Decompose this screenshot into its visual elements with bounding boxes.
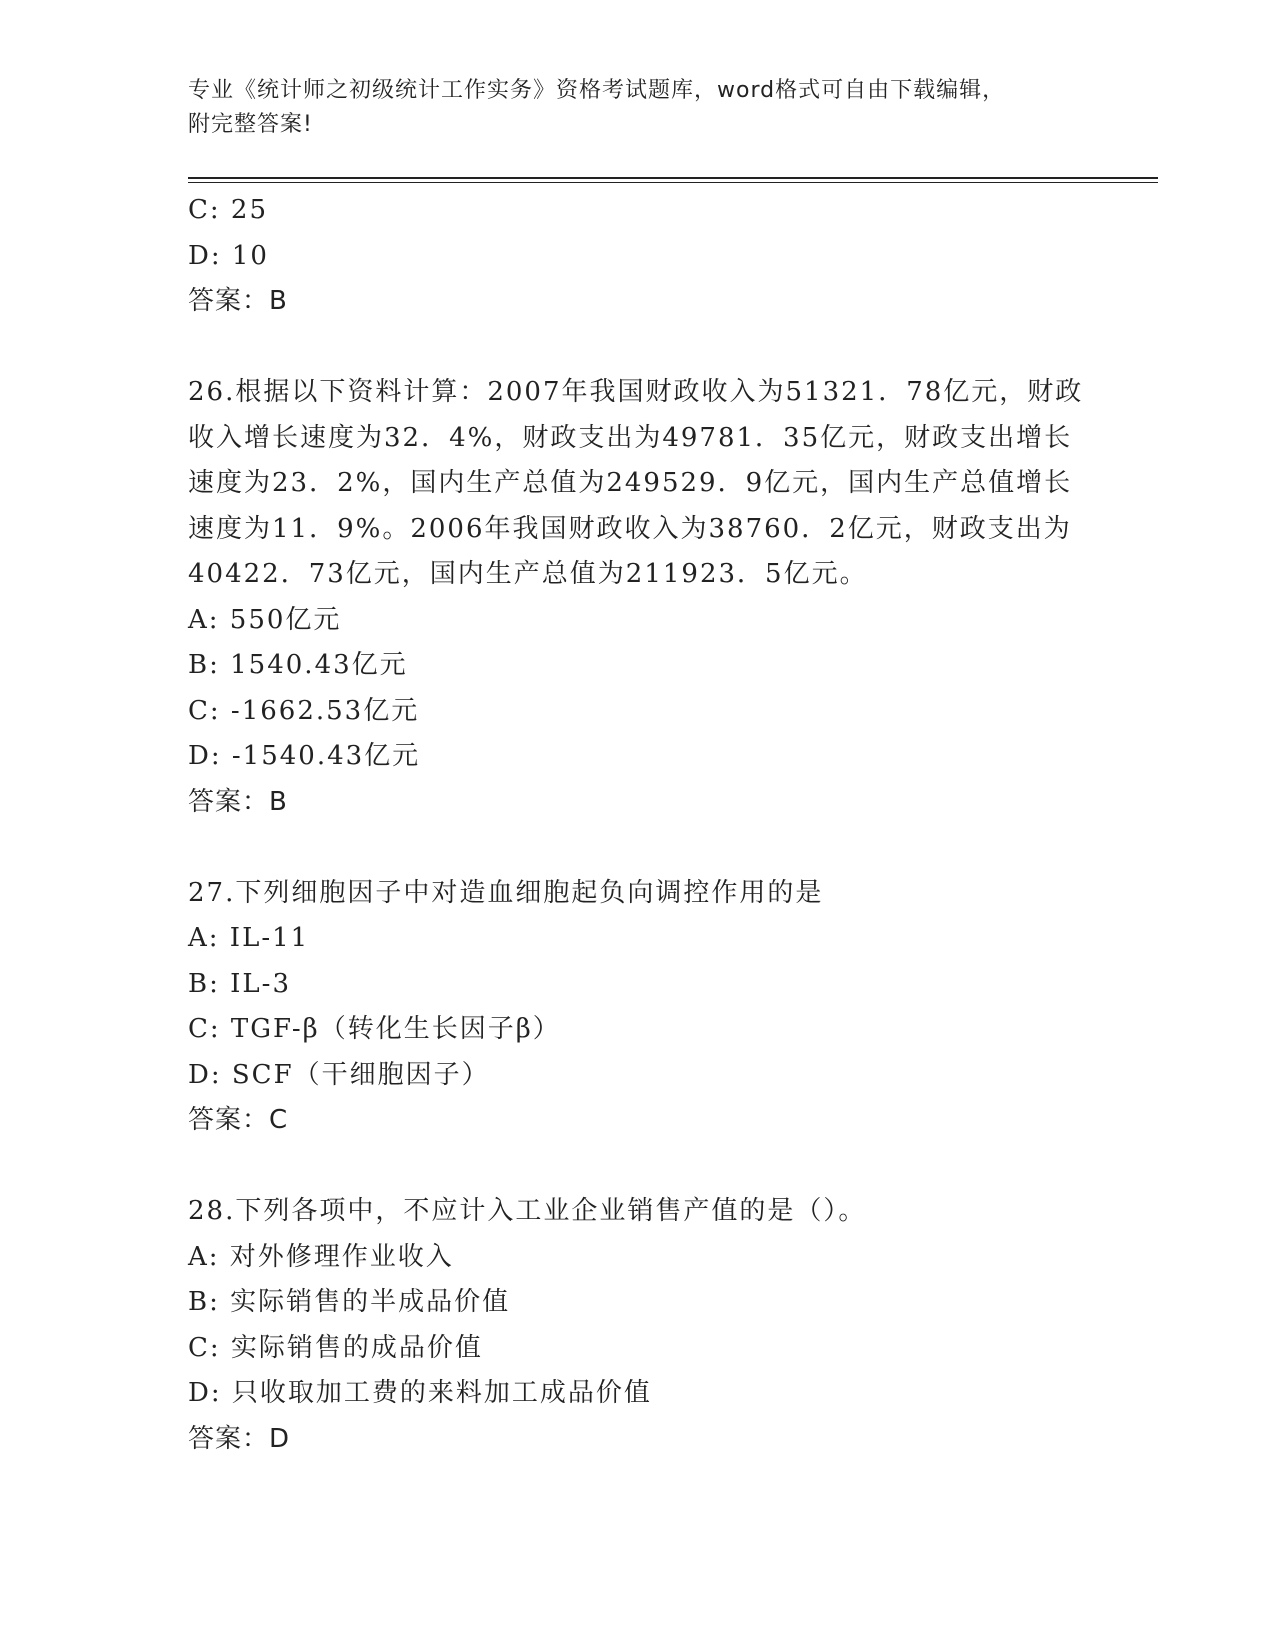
- question-25: [188, 188, 1088, 325]
- stem-line: 速度为11．9%。2006年我国财政收入为38760．2亿元，财政支出为: [188, 513, 1072, 544]
- stem-line: 26.根据以下资料计算：2007年我国财政收入为51321．78亿元，财政: [188, 377, 1084, 407]
- option-d: D: 10: [188, 240, 269, 271]
- spacer: [188, 1144, 1088, 1190]
- spacer: [188, 825, 1088, 871]
- option-d: D: 只收取加工费的来料加工成品价值: [188, 1378, 652, 1408]
- stem-line: 收入增长速度为32．4%，财政支出为49781．35亿元，财政支出增长: [188, 422, 1073, 453]
- stem-line: 速度为23．2%，国内生产总值为249529．9亿元，国内生产总值增长: [188, 468, 1073, 498]
- option-b: B: IL-3: [188, 968, 291, 999]
- question-28: [188, 1189, 1088, 1462]
- option-c: C: 实际销售的成品价值: [188, 1332, 483, 1363]
- option-a: A: IL-11: [188, 923, 310, 953]
- question-list: [188, 188, 1088, 1462]
- question-27: [188, 871, 1088, 1144]
- option-b: B: 实际销售的半成品价值: [188, 1287, 511, 1317]
- question-stem: 28.下列各项中，不应计入工业企业销售产值的是（）。: [188, 1196, 867, 1226]
- document-header: [188, 74, 1088, 142]
- header-line-1: 专业《统计师之初级统计工作实务》资格考试题库，word格式可自由下载编辑，: [188, 78, 1006, 103]
- option-a: A: 550亿元: [188, 604, 342, 635]
- header-line-2: 附完整答案!: [188, 112, 313, 137]
- option-c: C: 25: [188, 195, 269, 225]
- question-26: [188, 370, 1088, 825]
- option-b: B: 1540.43亿元: [188, 650, 408, 680]
- option-c: C: -1662.53亿元: [188, 695, 420, 726]
- question-stem: 27.下列细胞因子中对造血细胞起负向调控作用的是: [188, 877, 824, 908]
- stem-line: 40422．73亿元，国内生产总值为211923．5亿元。: [188, 559, 868, 589]
- option-a: A: 对外修理作业收入: [188, 1241, 454, 1272]
- option-c: C: TGF-β（转化生长因子β）: [188, 1014, 561, 1044]
- header-divider-thick: [188, 177, 1158, 179]
- answer-line: 答案：B: [188, 286, 288, 316]
- question-stem: [188, 370, 1088, 598]
- answer-line: 答案：D: [188, 1423, 291, 1454]
- spacer: [188, 325, 1088, 371]
- answer-line: 答案：C: [188, 1105, 289, 1135]
- option-d: D: -1540.43亿元: [188, 741, 421, 771]
- header-divider-thin: [188, 182, 1158, 183]
- answer-line: 答案：B: [188, 786, 288, 817]
- option-d: D: SCF（干细胞因子）: [188, 1059, 490, 1090]
